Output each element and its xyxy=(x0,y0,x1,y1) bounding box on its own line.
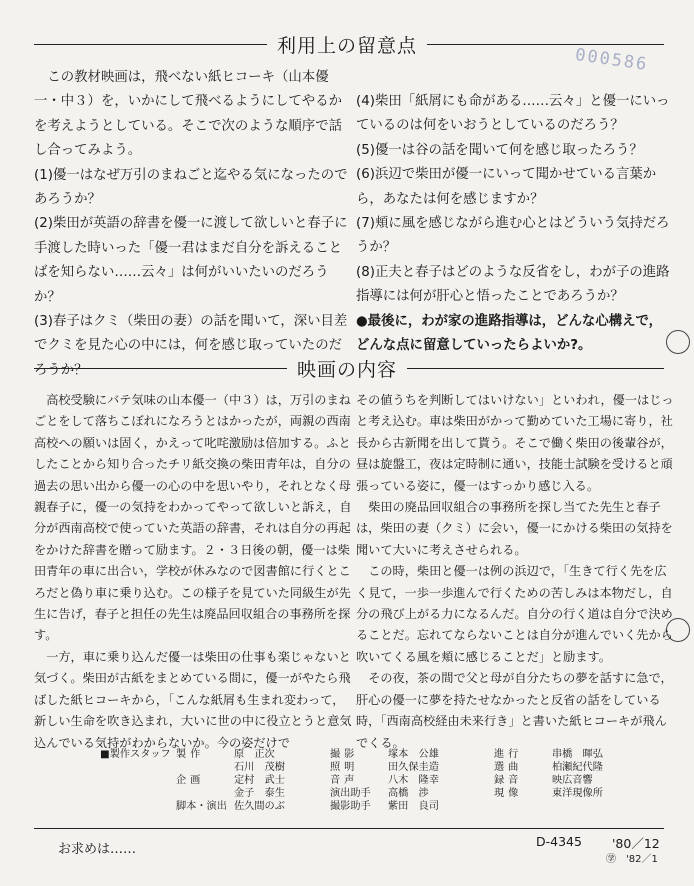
footer-rule xyxy=(34,828,664,829)
synopsis-paragraph: 一方，車に乗り込んだ優一は柴田の仕事も楽じゃないと気づく。柴田が古紙をまとめている間に，優一がやたら飛ばした紙ヒコーキから，「こんな紙屑も生まれ変わって，新しい生命を吹き込まれ，大いに世の中に役立とうと意気込んでいる気持がわからないか。今の姿だけで xyxy=(34,649,352,750)
credit-row xyxy=(330,800,439,813)
credit-row xyxy=(330,748,439,761)
credit-role: 撮影助手 xyxy=(330,801,371,812)
synopsis-paragraph: その値うちを判断してはいけない」といわれ，優一はじっと考え込む。車は柴田がかって勤めていた工場に寄り，社長から古新聞を出して貰う。そこで働く柴田の後輩谷が，昼は旋盤工，夜は定時制に通い，技能士試験を受けると頑張っている姿に，優一はすっかり感じ入る。 xyxy=(356,393,674,493)
credit-role: 現像 xyxy=(494,788,523,799)
credit-row xyxy=(494,774,603,787)
credits-column-2 xyxy=(330,748,439,813)
credit-row xyxy=(494,787,603,800)
credit-name: 映広音響 xyxy=(552,775,593,786)
reprint-date: ㊫ '82／1 xyxy=(606,854,658,865)
credit-row xyxy=(176,774,285,787)
credit-role xyxy=(176,787,234,800)
release-date: '80／12 xyxy=(612,836,660,851)
credit-row xyxy=(494,748,603,761)
credit-role: 脚本・演出 xyxy=(176,801,227,812)
credit-name: 田久保圭造 xyxy=(388,762,439,773)
question-item: (6)浜辺で柴田が優一にいって聞かせている言葉から，あなたは何を感じますか？ xyxy=(356,167,657,207)
credit-name: 塚本 公雄 xyxy=(388,749,439,760)
intro-paragraph: この教材映画は，飛べない紙ヒコーキ（山本優一・中３）を，いかにして飛べるようにしてやるかを考えようとしている。そこで次のような順序で話し合ってみよう。 xyxy=(34,70,342,159)
question-item: (8)正夫と春子はどのような反省をし，わが子の進路指導には何が肝心と悟ったことであろうか？ xyxy=(356,264,670,305)
credits-heading: ■製作スタッフ xyxy=(100,749,171,760)
credit-name: 紫田 良司 xyxy=(388,801,439,812)
credit-name: 柏瀬紀代隆 xyxy=(552,762,603,773)
section-title-film-content: 映画の内容 xyxy=(0,355,694,382)
credit-role: 選曲 xyxy=(494,762,523,773)
credit-row xyxy=(176,800,285,813)
credit-row xyxy=(330,761,439,774)
credit-row xyxy=(330,774,439,787)
synopsis-paragraph: 高校受験にバテ気味の山本優一（中３）は，万引のまねごとをして落ちこぼれになろうとはかったが，両親の西南高校への願いは固く，かえって叱咤激励は倍加する。ふとしたことから知り合ったチリ紙交換の柴田青年は，自分の過去の思い出から優一の心の中を思いやり，それとなく母親春子に，優一の気持をわかってやって欲しいと訴え，自分が西南高校で使っていた英語の辞書，それは自分の再起をかけた辞書を贈って励ます。２・３日後の朝，優一は柴田青年の車に出合い，学校が休みなので図書館に行くところだと偽り車に乗り込む。この様子を見ていた同級生が先生に告げ，春子と担任の先生は廃品回収組合の事務所を探す。 xyxy=(34,393,352,643)
credit-name: 佐久間のぶ xyxy=(234,801,285,812)
credits-column-3 xyxy=(494,748,603,800)
credit-role: 撮影 xyxy=(330,749,359,760)
credit-name: 八木 隆幸 xyxy=(388,775,439,786)
final-question: ●最後に，わが家の進路指導は，どんな心構えで，どんな点に留意していったらよいか?。 xyxy=(356,313,663,354)
credit-name: 金子 泰生 xyxy=(234,788,285,799)
credit-role: 録音 xyxy=(494,775,523,786)
binder-hole xyxy=(666,330,690,354)
credit-name: 石川 茂樹 xyxy=(234,762,285,773)
film-content-left-column xyxy=(34,390,352,754)
question-item: (2)柴田が英語の辞書を優一に渡して欲しいと春子に手渡した時いった「優一君はまだ自分を訴えることばを知らない……云々」は何がいいたいのだろうか？ xyxy=(34,216,348,305)
credits-column-1 xyxy=(176,748,285,813)
credit-row xyxy=(176,748,285,761)
credit-role: 製作 xyxy=(176,749,205,760)
credit-role: 企画 xyxy=(176,775,205,786)
credit-name: 東洋現像所 xyxy=(552,788,603,799)
ink-stamp-number: 000586 xyxy=(573,44,650,76)
credit-role: 音声 xyxy=(330,775,359,786)
credit-name: 定村 武士 xyxy=(234,775,285,786)
credit-name: 高橋 渉 xyxy=(388,788,429,799)
usage-notes-right-column xyxy=(356,90,674,358)
credit-row xyxy=(176,787,285,800)
catalog-code: D-4345 xyxy=(536,834,582,849)
question-item: (5)優一は谷の話を聞いて何を感じ取ったろう？ xyxy=(356,142,643,158)
question-item: (7)頬に風を感じながら進む心とはどういう気持だろうか？ xyxy=(356,216,670,256)
synopsis-paragraph: この時，柴田と優一は例の浜辺で，「生きて行く先を広く見て，一歩一歩進んで行くための苦しみは本物だし，自分の飛び上がる力になるんだ。自分の行く道は自分で決めることだ。忘れてならないことは自分が進んでいく先から吹いてくる風を頬に感じることだ」と励ます。 xyxy=(356,564,673,664)
credit-role: 演出助手 xyxy=(330,788,371,799)
synopsis-paragraph: 柴田の廃品回収組合の事務所を探し当てた先生と春子は，柴田の妻（クミ）に会い，優一にかける柴田の気持を聞いて大いに考えさせられる。 xyxy=(356,500,673,557)
credit-name: 原 正次 xyxy=(234,749,275,760)
usage-notes-left-column xyxy=(34,66,352,383)
question-item: (4)柴田「紙屑にも命がある……云々」と優一にいっているのは何をいおうとしているのだろう？ xyxy=(356,94,670,134)
order-info-label: お求めは…… xyxy=(58,842,137,857)
credit-role: 照明 xyxy=(330,762,359,773)
credit-role: 進行 xyxy=(494,749,523,760)
credit-role xyxy=(176,761,234,774)
credit-row xyxy=(494,761,603,774)
film-content-right-column xyxy=(356,390,674,754)
question-item: (1)優一はなぜ万引のまねごと迄やる気になったのであろうか？ xyxy=(34,167,348,208)
credit-row xyxy=(176,761,285,774)
question-item: (3)春子はクミ（柴田の妻）の話を聞いて，深い目差でクミを見た心の中には，何を感じ取っていたのだろうか？ xyxy=(34,314,348,378)
section-title-usage-notes: 利用上の留意点 xyxy=(0,31,694,58)
synopsis-paragraph: その夜，茶の間で父と母が自分たちの夢を話すに急で，肝心の優一に夢を持たせなかったと反省の話をしている時，「西南高校経由未来行き」と書いた紙ヒコーキが飛んでくる。 xyxy=(356,671,673,750)
credit-name: 串橋 暉弘 xyxy=(552,749,603,760)
credit-row xyxy=(330,787,439,800)
